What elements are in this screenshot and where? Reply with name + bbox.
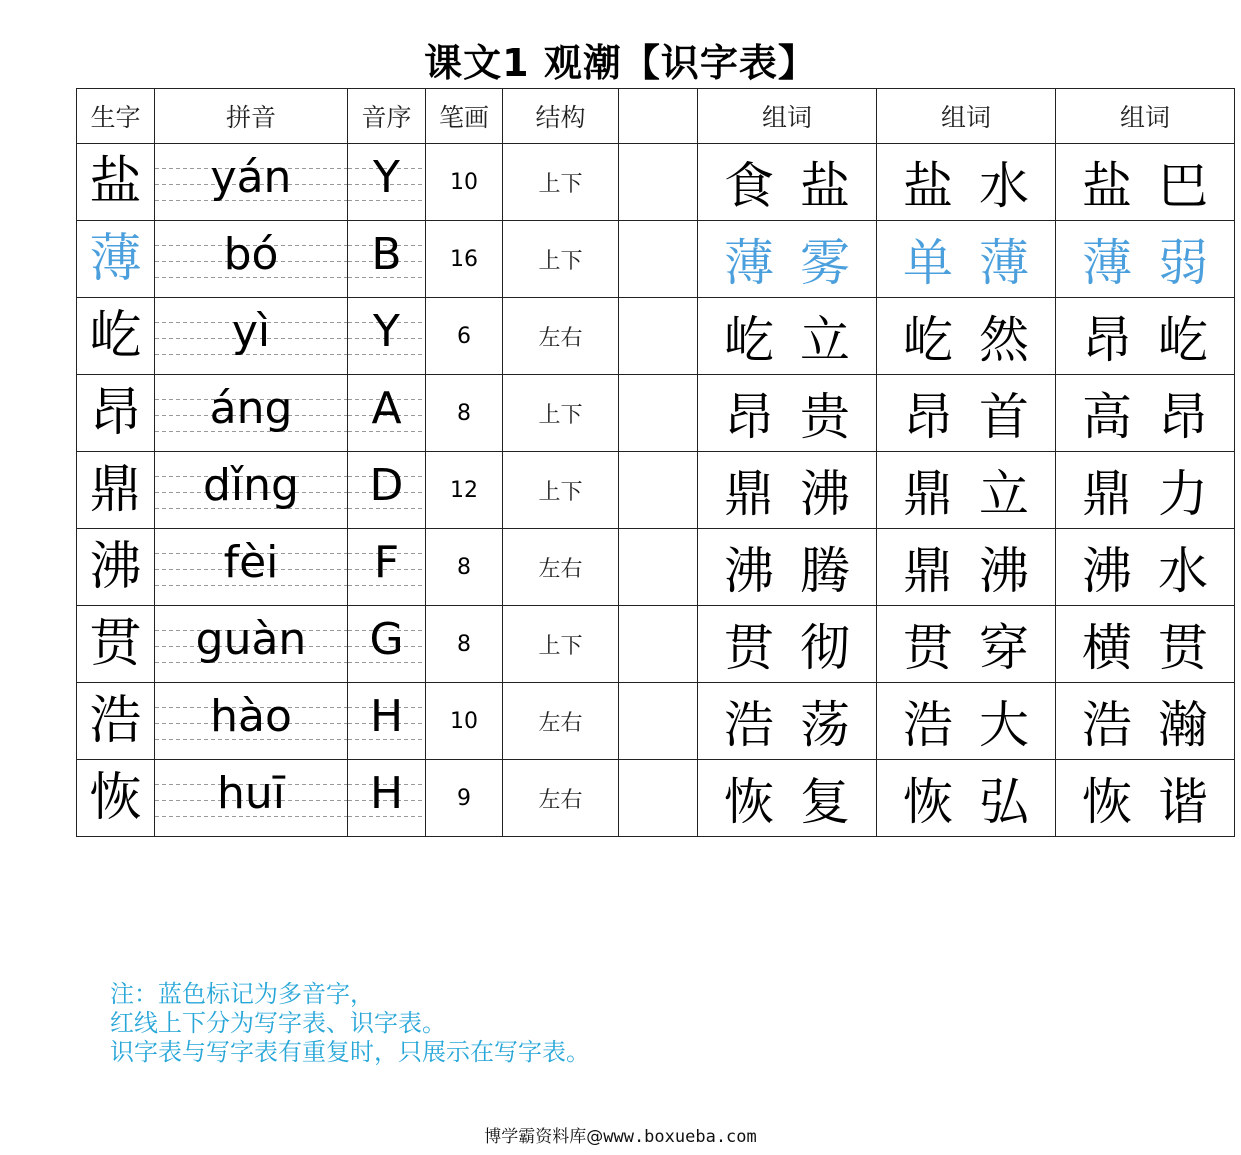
- word-cell-1: [698, 375, 877, 452]
- strokes-text: 8: [457, 400, 471, 426]
- pinyin-cell: [155, 683, 348, 760]
- word-cell-1: [698, 221, 877, 298]
- char-text: 薄: [89, 229, 142, 289]
- word-text-1: 恢复: [724, 773, 876, 831]
- strokes-cell: [426, 298, 503, 375]
- pinyin-cell: [155, 760, 348, 837]
- word-text-3: 沸水: [1082, 542, 1234, 600]
- letter-cell: [348, 529, 426, 606]
- structure-cell: [503, 375, 619, 452]
- strokes-cell: [426, 606, 503, 683]
- char-text: 盐: [89, 152, 142, 212]
- blank-cell: [619, 375, 698, 452]
- word-text-1: 屹立: [724, 311, 876, 369]
- word-cell-2: [877, 144, 1056, 221]
- header-strokes: 笔画: [426, 89, 503, 144]
- word-text-3: 高昂: [1082, 388, 1234, 446]
- word-cell-3: [1056, 298, 1235, 375]
- letter-cell: [348, 606, 426, 683]
- word-cell-1: [698, 452, 877, 529]
- word-cell-2: [877, 529, 1056, 606]
- strokes-cell: [426, 375, 503, 452]
- strokes-cell: [426, 452, 503, 529]
- letter-cell: [348, 144, 426, 221]
- word-cell-1: [698, 144, 877, 221]
- letter-text: G: [369, 613, 404, 665]
- structure-text: 上下: [538, 248, 583, 274]
- word-text-3: 昂屹: [1082, 311, 1234, 369]
- pinyin-cell: [155, 606, 348, 683]
- letter-cell: [348, 760, 426, 837]
- char-text: 昂: [89, 383, 142, 443]
- footer: [0, 1122, 1241, 1147]
- blank-cell: [619, 144, 698, 221]
- word-text-1: 沸腾: [724, 542, 876, 600]
- word-cell-1: [698, 298, 877, 375]
- footer-url[interactable]: www.boxueba.com: [603, 1127, 757, 1147]
- letter-cell: [348, 298, 426, 375]
- header-pinyin: 拼音: [155, 89, 348, 144]
- word-text-3: 横贯: [1082, 619, 1234, 677]
- structure-cell: [503, 606, 619, 683]
- strokes-cell: [426, 144, 503, 221]
- word-text-1: 薄雾: [724, 234, 876, 292]
- header-blank: [619, 89, 698, 144]
- pinyin-text: hào: [210, 690, 292, 742]
- char-text: 沸: [89, 537, 142, 597]
- word-text-3: 恢谐: [1082, 773, 1234, 831]
- strokes-text: 10: [450, 169, 478, 195]
- structure-cell: [503, 298, 619, 375]
- strokes-cell: [426, 683, 503, 760]
- note-line-1: 注：蓝色标记为多音字，: [110, 980, 374, 1008]
- word-text-1: 贯彻: [724, 619, 876, 677]
- char-text: 恢: [89, 768, 142, 828]
- note-block: [110, 980, 590, 1067]
- word-cell-2: [877, 606, 1056, 683]
- pinyin-text: fèi: [223, 536, 279, 588]
- letter-cell: [348, 683, 426, 760]
- word-text-3: 薄弱: [1082, 234, 1234, 292]
- header-char: 生字: [77, 89, 155, 144]
- word-text-2: 鼎沸: [903, 542, 1055, 600]
- table-row: [77, 221, 1235, 298]
- char-text: 贯: [89, 614, 142, 674]
- structure-cell: [503, 529, 619, 606]
- blank-cell: [619, 606, 698, 683]
- pinyin-text: bó: [223, 228, 279, 280]
- word-cell-3: [1056, 221, 1235, 298]
- blank-cell: [619, 529, 698, 606]
- table-row: [77, 606, 1235, 683]
- word-text-1: 浩荡: [724, 696, 876, 754]
- word-text-3: 盐巴: [1082, 157, 1234, 215]
- strokes-cell: [426, 221, 503, 298]
- char-cell: [77, 452, 155, 529]
- word-text-2: 鼎立: [903, 465, 1055, 523]
- word-cell-1: [698, 683, 877, 760]
- strokes-cell: [426, 529, 503, 606]
- footer-site-name: 博学霸资料库@: [484, 1127, 604, 1147]
- pinyin-cell: [155, 221, 348, 298]
- table-row: [77, 683, 1235, 760]
- letter-text: H: [369, 767, 404, 819]
- letter-cell: [348, 221, 426, 298]
- word-cell-3: [1056, 683, 1235, 760]
- structure-cell: [503, 760, 619, 837]
- pinyin-text: huī: [217, 767, 285, 819]
- blank-cell: [619, 452, 698, 529]
- char-text: 屹: [89, 306, 142, 366]
- pinyin-cell: [155, 452, 348, 529]
- word-text-2: 单薄: [903, 234, 1055, 292]
- pinyin-text: yì: [231, 305, 271, 357]
- pinyin-cell: [155, 529, 348, 606]
- structure-text: 左右: [538, 556, 583, 582]
- strokes-text: 9: [457, 785, 471, 811]
- pinyin-cell: [155, 375, 348, 452]
- word-cell-1: [698, 529, 877, 606]
- blank-cell: [619, 298, 698, 375]
- word-cell-3: [1056, 375, 1235, 452]
- letter-cell: [348, 452, 426, 529]
- pinyin-text: áng: [209, 382, 293, 434]
- char-cell: [77, 144, 155, 221]
- word-text-2: 盐水: [903, 157, 1055, 215]
- header-letter: 音序: [348, 89, 426, 144]
- word-cell-2: [877, 760, 1056, 837]
- word-cell-2: [877, 683, 1056, 760]
- word-text-2: 浩大: [903, 696, 1055, 754]
- char-text: 鼎: [89, 460, 142, 520]
- word-cell-3: [1056, 452, 1235, 529]
- blank-cell: [619, 683, 698, 760]
- letter-text: H: [369, 690, 404, 742]
- pinyin-text: dǐng: [203, 459, 299, 511]
- note-line-2: 红线上下分为写字表、识字表。: [110, 1009, 446, 1037]
- structure-text: 上下: [538, 479, 583, 505]
- word-text-2: 恢弘: [903, 773, 1055, 831]
- char-cell: [77, 375, 155, 452]
- table-row: [77, 144, 1235, 221]
- table-row: [77, 298, 1235, 375]
- word-cell-2: [877, 375, 1056, 452]
- header-words-2: 组词: [877, 89, 1056, 144]
- structure-cell: [503, 221, 619, 298]
- header-row: [77, 89, 1235, 144]
- char-text: 浩: [89, 691, 142, 751]
- pinyin-cell: [155, 298, 348, 375]
- structure-text: 左右: [538, 710, 583, 736]
- strokes-text: 10: [450, 708, 478, 734]
- structure-cell: [503, 452, 619, 529]
- char-cell: [77, 529, 155, 606]
- page-title: 课文1 观潮【识字表】: [424, 41, 817, 85]
- word-cell-3: [1056, 144, 1235, 221]
- structure-text: 上下: [538, 171, 583, 197]
- word-cell-1: [698, 760, 877, 837]
- word-text-3: 浩瀚: [1082, 696, 1234, 754]
- letter-text: Y: [373, 305, 400, 357]
- word-text-2: 昂首: [903, 388, 1055, 446]
- word-text-1: 食盐: [724, 157, 876, 215]
- table-row: [77, 760, 1235, 837]
- letter-text: A: [371, 382, 402, 434]
- letter-text: D: [369, 459, 404, 511]
- word-cell-2: [877, 221, 1056, 298]
- header-words-1: 组词: [698, 89, 877, 144]
- structure-text: 上下: [538, 633, 583, 659]
- char-cell: [77, 298, 155, 375]
- blank-cell: [619, 760, 698, 837]
- word-text-2: 贯穿: [903, 619, 1055, 677]
- word-text-3: 鼎力: [1082, 465, 1234, 523]
- char-cell: [77, 221, 155, 298]
- table-row: [77, 452, 1235, 529]
- structure-text: 上下: [538, 402, 583, 428]
- blank-cell: [619, 221, 698, 298]
- strokes-cell: [426, 760, 503, 837]
- pinyin-text: guàn: [195, 613, 307, 665]
- word-cell-1: [698, 606, 877, 683]
- letter-text: B: [371, 228, 402, 280]
- strokes-text: 8: [457, 554, 471, 580]
- word-text-1: 昂贵: [724, 388, 876, 446]
- pinyin-text: yán: [210, 151, 292, 203]
- table-row: [77, 375, 1235, 452]
- word-cell-3: [1056, 606, 1235, 683]
- word-text-2: 屹然: [903, 311, 1055, 369]
- structure-cell: [503, 683, 619, 760]
- word-cell-2: [877, 452, 1056, 529]
- word-text-1: 鼎沸: [724, 465, 876, 523]
- letter-text: Y: [373, 151, 400, 203]
- table-row: [77, 529, 1235, 606]
- pinyin-cell: [155, 144, 348, 221]
- header-structure: 结构: [503, 89, 619, 144]
- word-cell-3: [1056, 529, 1235, 606]
- structure-cell: [503, 144, 619, 221]
- vocabulary-table: [76, 88, 1235, 837]
- word-cell-3: [1056, 760, 1235, 837]
- strokes-text: 6: [457, 323, 471, 349]
- header-words-3: 组词: [1056, 89, 1235, 144]
- strokes-text: 16: [450, 246, 478, 272]
- note-line-3: 识字表与写字表有重复时，只展示在写字表。: [110, 1038, 590, 1066]
- structure-text: 左右: [538, 325, 583, 351]
- letter-cell: [348, 375, 426, 452]
- word-cell-2: [877, 298, 1056, 375]
- char-cell: [77, 606, 155, 683]
- letter-text: F: [373, 536, 400, 588]
- structure-text: 左右: [538, 787, 583, 813]
- strokes-text: 12: [450, 477, 478, 503]
- strokes-text: 8: [457, 631, 471, 657]
- char-cell: [77, 760, 155, 837]
- char-cell: [77, 683, 155, 760]
